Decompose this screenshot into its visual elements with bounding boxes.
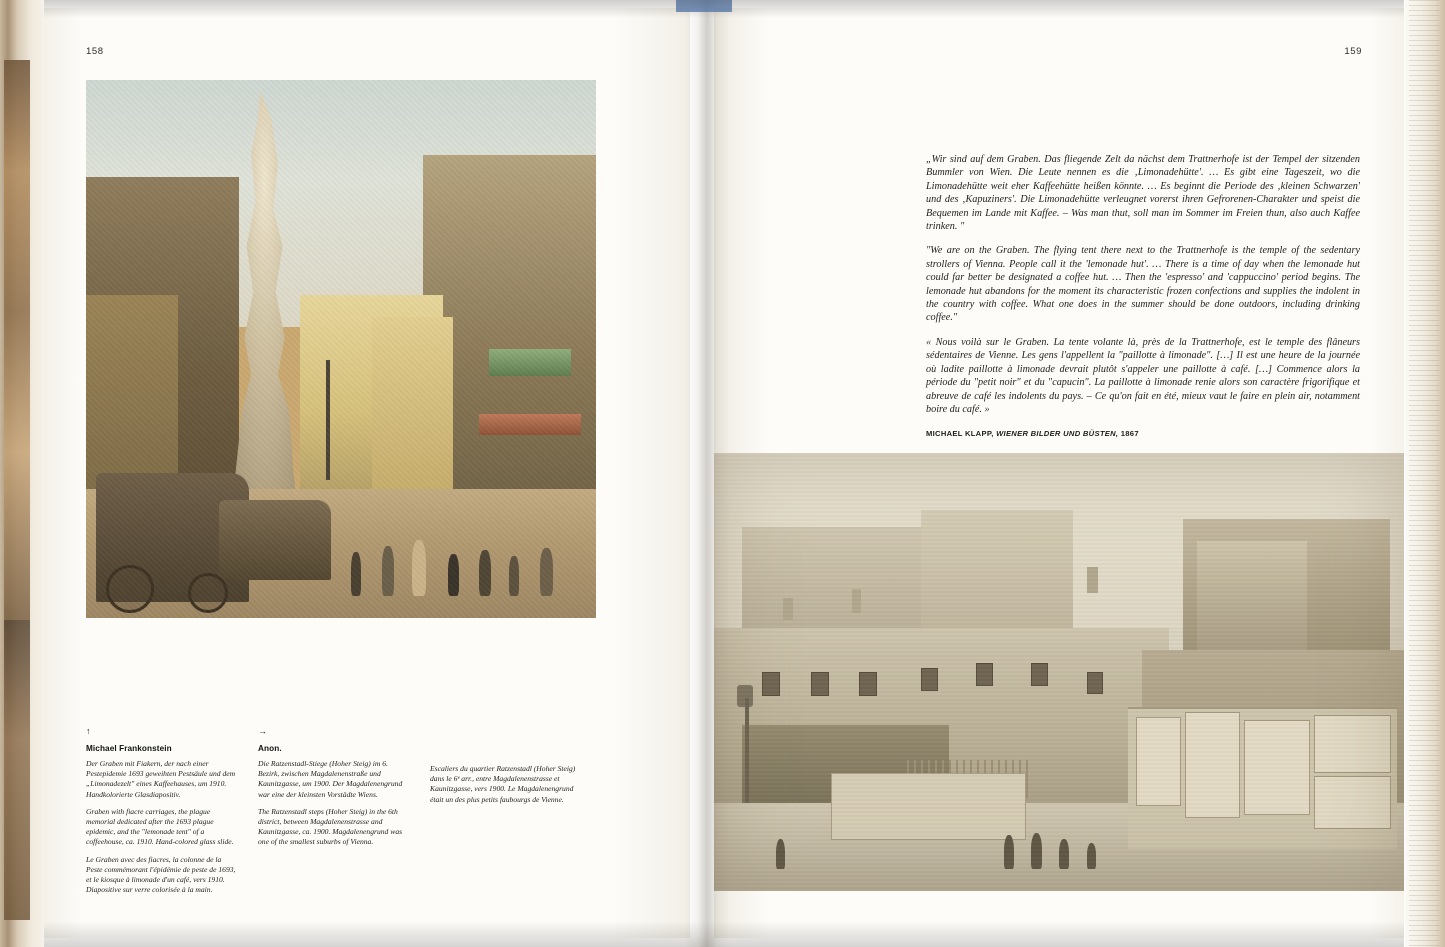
quotation-block xyxy=(926,153,1360,452)
caption-text-english: Graben with fiacre carriages, the plague memorial dedicated after the 1693 plague epidemic, and the "lemonade tent" of a coffeehouse, ca. 1910. Hand-colored glass slide. xyxy=(86,806,234,847)
edge-photo-sliver-top xyxy=(4,60,30,620)
page-number-left: 158 xyxy=(86,46,104,57)
edge-photo-sliver-bottom xyxy=(4,620,30,920)
quote-english: "We are on the Graben. The flying tent there next to the Trattnerhofe is the temple of the sedentary strollers of Vienna. People call it the 'lemonade hut'. … There is a time of day when the lemonade hut could far better be designated a coffee hut. … Then the 'espresso' and 'cappuccino' period begins. The lemonade hut abandons for the moment its characteristic frozen confections and supplies the indolent in the country with coffee. What one does in the summer should be done outdoors, including drinking coffee." xyxy=(926,245,1360,324)
caption-text-german: Die Ratzenstadl-Stiege (Hoher Steig) im 6. Bezirk, zwischen Magdalenenstraße und Kaunitzgasse, um 1900. Der Magdalenengrund war eine der kleinsten Vorstädte Wiens. xyxy=(258,759,403,799)
quote-german: „Wir sind auf dem Graben. Das fliegende Zelt da nächst dem Trattnerhofe ist der Tempel der sitzenden Bummler von Wien. Die Leute nennen es die ‚Limonadehütte'. … Es gibt eine Tageszeit, wo die Limonadehütte weit eher Kaffeehütte heißen könnte. … Es beginnt die Periode des ‚kleinen Schwarzen' und des ‚Kapuziners'. Die Limonadehütte verleugnet vorerst ihren Gefrorenen-Charakter und speist die Bequemen im Lande mit Kaffee. – Was man thut, soll man im Sommer im Freien thun, also auch Kaffee trinken. " xyxy=(926,154,1360,233)
caption-text-french: Le Graben avec des fiacres, la colonne de la Peste commémorant l'épidémie de peste de 1693, et le kiosque à limonade d'un café, vers 1910. Diapositive sur verre colorisée à la main. xyxy=(86,854,236,895)
bookmark-tab xyxy=(676,0,732,12)
caption-marker-right-arrow: → xyxy=(258,726,267,736)
caption-marker-empty xyxy=(430,726,580,736)
right-page-edges xyxy=(1405,0,1445,947)
right-page xyxy=(714,8,1404,938)
caption-area-left-page xyxy=(86,726,616,902)
photo-ratzenstadl-steps xyxy=(714,453,1404,891)
caption-text-german: Der Graben mit Fiakern, der nach einer Pestepidemie 1693 geweihten Pestsäule und dem „Limonadezelt" eines Kaffeehauses, um 1910. Handkolorierte Glasdiapositiv. xyxy=(86,759,236,799)
photo-vignette xyxy=(714,453,1404,891)
quote-french: « Nous voilà sur le Graben. La tente volante là, près de la Trattnerhofe, est le temple des flâneurs sédentaires de Vienne. Les gens l'appellent la "paillotte à limonade". […] Il est une heure de la journée où ladite paillotte à limonade devrait plutôt s'appeler une paillotte à café. […] Commence alors la période du "petit noir" et du "capucin". La paillotte à limonade renie alors son caractère frigorifique et abreuve de café les indolents du pays. – Ce qu'on fait en été, mieux vaut le faire en plein air, notamment boire du café. » xyxy=(926,336,1360,415)
page-edge-lines xyxy=(1409,0,1439,947)
caption-text-french: Escaliers du quartier Ratzenstadl (Hoher Steig) dans le 6ᵉ arr., entre Magdalenenstrasse et Kaunitzgasse, vers 1900. Le Magdalenengrund était un des plus petits faubourgs de Vienne. xyxy=(430,764,576,804)
caption-column-2 xyxy=(258,726,408,902)
caption-title-frankonstein: Michael Frankonstein xyxy=(86,744,172,753)
caption-column-3 xyxy=(430,726,580,902)
caption-text-english: The Ratzenstadl steps (Hoher Steig) in the 6th district, between Magdalenenstrasse and Kaunitzgasse, ca. 1900. Magdalenengrund was one of the smallest suburbs of Vienna. xyxy=(258,806,403,847)
quote-credit-work: WIENER BILDER UND BÜSTEN, xyxy=(996,429,1119,439)
caption-title-empty xyxy=(430,744,580,758)
caption-column-1 xyxy=(86,726,236,902)
quote-credit-author: MICHAEL KLAPP, xyxy=(926,429,994,439)
left-page-edges xyxy=(0,0,44,947)
quote-credit xyxy=(926,427,1360,440)
caption-title-anon: Anon. xyxy=(258,744,282,753)
quote-credit-year: 1867 xyxy=(1120,429,1139,439)
left-page xyxy=(44,8,690,938)
photo-grain-overlay xyxy=(86,80,596,618)
photo-graben-plague-column xyxy=(86,80,596,618)
caption-marker-up-arrow: ↑ xyxy=(86,726,91,736)
page-number-right: 159 xyxy=(1344,46,1362,57)
